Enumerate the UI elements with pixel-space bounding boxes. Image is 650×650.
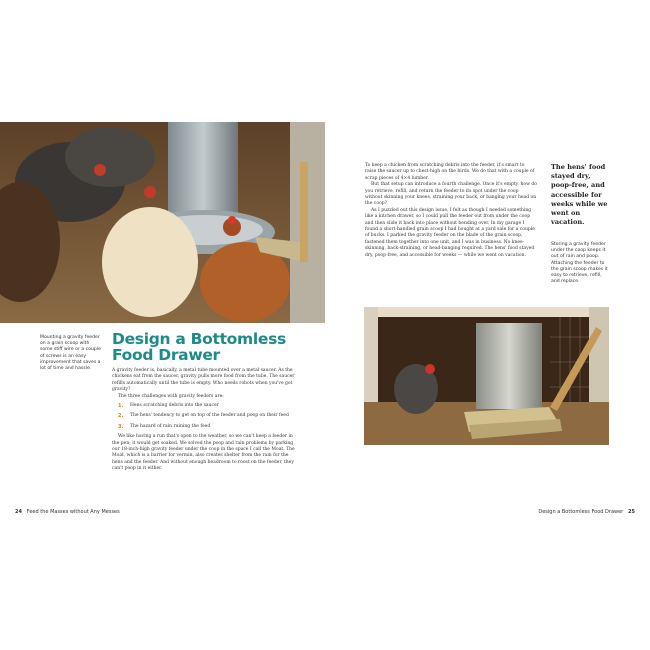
- list-number: 3.: [118, 423, 124, 430]
- left-photo-caption: Mounting a gravity feeder on a grain scoop with some stiff wire or a couple of screws is an easy improvement that saves a lot of time and hassle.: [40, 335, 101, 372]
- pull-quote: The hens' food stayed dry, poop-free, and accessible for weeks while we went on vacation.: [551, 163, 608, 227]
- challenge-list: [118, 403, 298, 430]
- coop-photo-illustration: [364, 307, 609, 445]
- list-item: [118, 403, 298, 409]
- right-running-title: Design a Bottomless Food Drawer: [538, 509, 624, 515]
- left-page-number: 24: [15, 509, 22, 515]
- paragraph: As I puzzled out this design issue, I felt as though I needed something like a kitchen drawer, so I could pull the feeder out from under the coop and then slide it back into place without bending over. In my garage I found a short-handled grain scoop I had bought at a yard sale for a couple of bucks. I parked the gravity feeder on the blade of the grain scoop, fastened them together into one unit, and I was in business. No knee-skinning, back-straining, or head-banging required. The hens' food stayed dry, poop-free, and accessible for weeks — while we went on vacation.: [365, 207, 535, 258]
- list-number: 1.: [118, 403, 124, 410]
- section-title: Design a Bottomless Food Drawer: [112, 330, 286, 364]
- right-body-text: [365, 163, 537, 259]
- list-item: [118, 413, 298, 419]
- right-page-number: 25: [628, 509, 635, 515]
- feeder-under-coop-photo: [364, 307, 609, 445]
- list-number: 2.: [118, 413, 124, 420]
- chickens-feeder-photo: [0, 122, 325, 323]
- list-item-text: Hens scratching debris into the saucer: [130, 403, 219, 409]
- moat-paragraph: We like having a run that's open to the weather, so we can't keep a feeder in the pen; it would get soaked. We solved the poop and rain problems by parking our 18-inch-high gravity feeder under the coop in the space I call the Moat. The Moat, which is a barrier for vermin, also creates shelter from the rain for the hens and the feeder. And without enough headroom to roost on the feeder, they can't poop in it either.: [112, 434, 295, 472]
- list-item-text: The hazard of rain ruining the feed: [130, 423, 211, 429]
- intro-paragraph: A gravity feeder is, basically, a metal tube mounted over a metal saucer. As the chickens eat from the saucer, gravity pulls more food from the tube. The saucer refills automatically until the tube is empty. Who needs robots when you've got gravity?: [112, 368, 295, 393]
- left-body-text: [112, 368, 298, 473]
- right-photo-caption: Storing a gravity feeder under the coop keeps it out of rain and poop. Attaching the feeder to the grain scoop makes it easy to retrieve, refill, and replace.: [551, 242, 608, 285]
- right-page-footer: [538, 509, 635, 515]
- paragraph: But that setup can introduce a fourth challenge. Once it's empty, how do you retrieve, refill, and return the feeder to its spot under the coop without skinning your knees, straining your back, or banging your head on the coop?: [365, 182, 537, 207]
- list-item-text: The hens' tendency to get on top of the feeder and poop on their feed: [130, 413, 289, 419]
- paragraph: To keep a chicken from scratching debris into the feeder, it's smart to raise the saucer up to chest-high on the birds. We do that with a couple of scrap pieces of 4×4 lumber.: [365, 163, 535, 181]
- left-page-footer: [15, 509, 120, 515]
- left-running-title: Feed the Masses without Any Messes: [26, 509, 120, 515]
- chickens-photo-illustration: [0, 122, 325, 323]
- list-item: [118, 424, 298, 430]
- list-intro: The three challenges with gravity feeders are:: [118, 393, 224, 399]
